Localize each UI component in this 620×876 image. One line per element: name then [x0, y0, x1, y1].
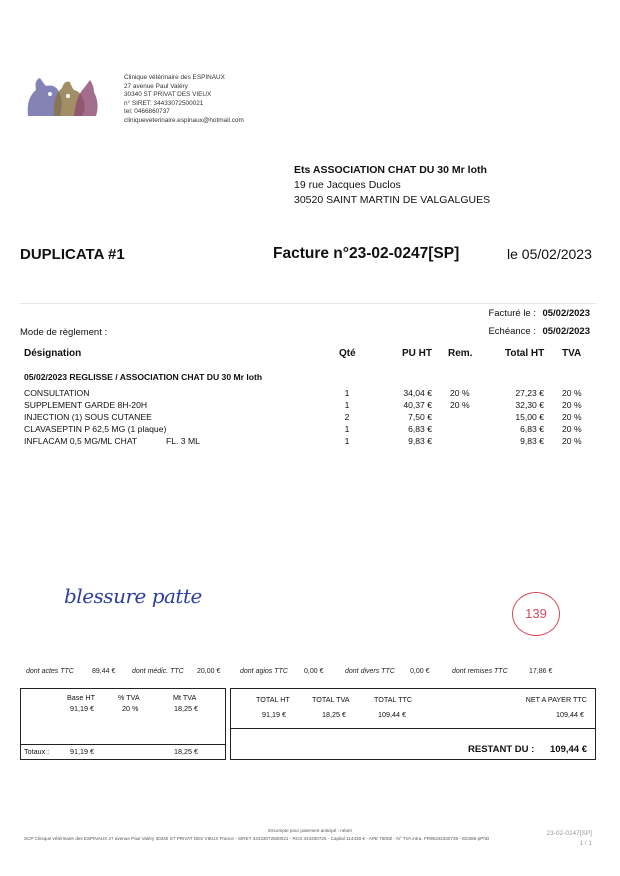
- row-pu: 40,37 €: [403, 400, 432, 410]
- row-designation: CONSULTATION: [24, 388, 90, 398]
- header-rem: Rem.: [448, 348, 473, 359]
- vat-totaux-mt: 18,25 €: [174, 747, 198, 756]
- row-qte: 1: [344, 388, 350, 398]
- vat-mt-value: 18,25 €: [174, 704, 198, 713]
- dont-remises-value: 17,86 €: [529, 668, 553, 675]
- vat-base-label: Base HT: [67, 693, 95, 702]
- clinic-line: cliniqueveterinaire.espinaux@hotmail.com: [124, 116, 244, 124]
- dont-medic-value: 20,00 €: [197, 668, 221, 675]
- row-tva: 20 %: [562, 400, 582, 410]
- stamp-number: 139: [512, 592, 560, 636]
- vat-pct-label: % TVA: [118, 693, 140, 702]
- row-total: 15,00 €: [515, 412, 544, 422]
- restant-du-label: RESTANT DU :: [468, 744, 535, 755]
- total-ht-label: TOTAL HT: [256, 695, 290, 704]
- footer-reference: 23-02-0247[SP]: [546, 830, 592, 837]
- row-pu: 6,83 €: [408, 424, 432, 434]
- vat-totaux-label: Totaux :: [24, 747, 50, 756]
- totals-box-divider: [230, 728, 596, 729]
- row-qte: 1: [344, 436, 350, 446]
- header-pu: PU HT: [402, 348, 432, 359]
- row-total: 32,30 €: [515, 400, 544, 410]
- total-ttc-value: 109,44 €: [378, 710, 406, 719]
- total-ttc-label: TOTAL TTC: [374, 695, 413, 704]
- vat-box-divider: [20, 744, 226, 745]
- dont-actes-label: dont actes TTC: [26, 668, 74, 675]
- dont-agios-label: dont agios TTC: [240, 668, 288, 675]
- row-qte: 2: [344, 412, 350, 422]
- recipient-street: 19 rue Jacques Duclos: [294, 179, 401, 191]
- recipient-address: [294, 163, 490, 208]
- total-tva-label: TOTAL TVA: [312, 695, 350, 704]
- facture-label: Facturé le :: [488, 308, 536, 319]
- invoice-number: Facture n°23-02-0247[SP]: [273, 245, 460, 262]
- dont-agios-value: 0,00 €: [304, 668, 324, 675]
- clinic-line: Clinique vétérinaire des ESPINAUX: [124, 74, 225, 81]
- clinic-line: n° SIRET: 34433072500021: [124, 99, 204, 107]
- clinic-address: [124, 74, 244, 126]
- dont-remises-label: dont remises TTC: [452, 668, 508, 675]
- footer-page-number: 1 / 1: [579, 840, 592, 847]
- total-ht-value: 91,19 €: [262, 710, 286, 719]
- echeance-label: Echéance :: [488, 326, 536, 337]
- row-pu: 7,50 €: [408, 412, 432, 422]
- facture-date: 05/02/2023: [542, 308, 590, 319]
- total-tva-value: 18,25 €: [322, 710, 346, 719]
- row-packaging: FL. 3 ML: [166, 436, 200, 446]
- row-designation: INJECTION (1) SOUS CUTANEE: [24, 412, 152, 422]
- vat-totaux-base: 91,19 €: [70, 747, 94, 756]
- clinic-line: 30340 ST PRIVAT DES VIEUX: [124, 91, 212, 99]
- header-total: Total HT: [505, 348, 545, 359]
- row-tva: 20 %: [562, 436, 582, 446]
- handwritten-note: blessure patte: [64, 584, 202, 608]
- restant-du-value: 109,44 €: [550, 744, 587, 755]
- header-designation: Désignation: [24, 348, 82, 359]
- duplicata-label: DUPLICATA #1: [20, 246, 125, 263]
- clinic-line: 27 avenue Paul Valéry: [124, 82, 188, 90]
- vat-pct-value: 20 %: [122, 704, 139, 713]
- recipient-city: 30520 SAINT MARTIN DE VALGALGUES: [294, 194, 491, 206]
- row-total: 27,23 €: [515, 388, 544, 398]
- row-tva: 20 %: [562, 424, 582, 434]
- row-qte: 1: [344, 424, 350, 434]
- row-pu: 34,04 €: [403, 388, 432, 398]
- row-rem: 20 %: [450, 388, 470, 398]
- clinic-line: tel: 0466860737: [124, 108, 170, 116]
- row-total: 9,83 €: [520, 436, 544, 446]
- footer-legal: SCP Clinique vétérinaire des ESPINAUX 27 avenue Paul Valéry 30340 ST PRIVAT DES VIEUX France - SIRET 34433072500021 - RCS 344330725 - Capital 114430 € - APE 7500Z - N° TVA intra. FR96344330725 - ED365-pPhD: [24, 836, 490, 841]
- divider: [20, 303, 596, 304]
- recipient-name: Ets ASSOCIATION CHAT DU 30 Mr loth: [294, 164, 487, 176]
- net-a-payer-value: 109,44 €: [556, 710, 584, 719]
- clinic-logo: [24, 76, 100, 118]
- row-tva: 20 %: [562, 388, 582, 398]
- dont-actes-value: 89,44 €: [92, 668, 116, 675]
- vat-base-value: 91,19 €: [70, 704, 94, 713]
- row-total: 6,83 €: [520, 424, 544, 434]
- dont-divers-label: dont divers TTC: [345, 668, 395, 675]
- row-pu: 9,83 €: [408, 436, 432, 446]
- row-tva: 20 %: [562, 412, 582, 422]
- vat-mt-label: Mt TVA: [173, 693, 197, 702]
- footer-escompte: Escompte pour paiement anticipé : néant: [268, 828, 352, 833]
- echeance-date: 05/02/2023: [542, 326, 590, 337]
- row-qte: 1: [344, 400, 350, 410]
- header-tva: TVA: [562, 348, 582, 359]
- consultation-group-title: 05/02/2023 REGLISSE / ASSOCIATION CHAT DU 30 Mr loth: [24, 372, 263, 382]
- header-qte: Qté: [339, 348, 356, 359]
- dont-divers-value: 0,00 €: [410, 668, 430, 675]
- row-designation: INFLACAM 0,5 MG/ML CHAT: [24, 436, 138, 446]
- invoice-date: le 05/02/2023: [507, 246, 592, 262]
- payment-mode-label: Mode de règlement :: [20, 327, 108, 338]
- dont-medic-label: dont médic. TTC: [132, 668, 184, 675]
- net-a-payer-label: NET A PAYER TTC: [525, 695, 587, 704]
- row-designation: CLAVASEPTIN P 62,5 MG (1 plaque): [24, 424, 167, 434]
- row-designation: SUPPLEMENT GARDE 8H-20H: [24, 400, 148, 410]
- row-rem: 20 %: [450, 400, 470, 410]
